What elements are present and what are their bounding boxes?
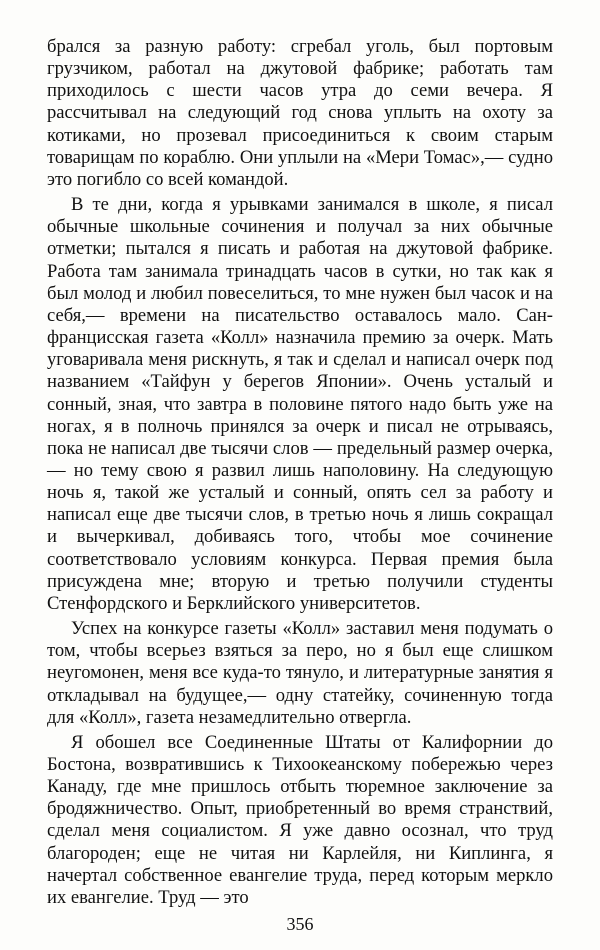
paragraph-4: Я обошел все Соединенные Штаты от Калифорнии до Бостона, возвратившись к Тихоокеанскому побережью через Канаду, где мне пришлось отбыть тюремное заключение за бродяжничество. Опыт, приобретенный во время странствий, сделал меня социалистом. Я уже давно осознал, что труд благороден; еще не читая ни Карлейля, ни Киплинга, я начертал собственное евангелие труда, перед которым меркло их евангелие. Труд — это [47,731,553,908]
paragraph-2: В те дни, когда я урывками занимался в школе, я писал обычные школьные сочинения и получал за них обычные отметки; пытался я писать и работая на джутовой фабрике. Работа там занимала тринадцать часов в сутки, но так как я был молод и любил повеселиться, то мне нужен был часок и на себя,— времени на писательство оставалось мало. Сан-францисская газета «Колл» назначила премию за очерк. Мать уговаривала меня рискнуть, я так и сделал и написал очерк под названием «Тайфун у берегов Японии». Очень усталый и сонный, зная, что завтра в половине пятого надо быть уже на ногах, я в полночь принялся за очерк и писал не отрываясь, пока не написал две тысячи слов — предельный размер очерка,— но тему свою я развил лишь наполовину. На следующую ночь я, такой же усталый и сонный, опять сел за работу и написал еще две тысячи слов, в третью ночь я лишь сокращал и вычеркивал, добиваясь того, чтобы мое сочинение соответствовало условиям конкурса. Первая премия была присуждена мне; вторую и третью получили студенты Стенфордского и Берклийского университетов. [47,194,553,614]
paragraph-1: брался за разную работу: сгребал уголь, был портовым грузчиком, работал на джутовой фабрике; работать там приходилось с шести часов утра до семи вечера. Я рассчитывал на следующий год снова уплыть на охоту за котиками, но прозевал присоединиться к своим старым товарищам по кораблю. Они уплыли на «Мери Томас»,— судно это погибло со всей командой. [47,36,553,190]
page-number: 356 [286,914,314,934]
paragraph-3: Успех на конкурсе газеты «Колл» заставил меня подумать о том, чтобы всерьез взяться за перо, но я был еще слишком неугомонен, меня все куда-то тянуло, и литературные занятия я откладывал на будущее,— одну статейку, сочиненную тогда для «Колл», газета незамедлительно отвергла. [47,618,553,728]
body-text [47,36,553,909]
